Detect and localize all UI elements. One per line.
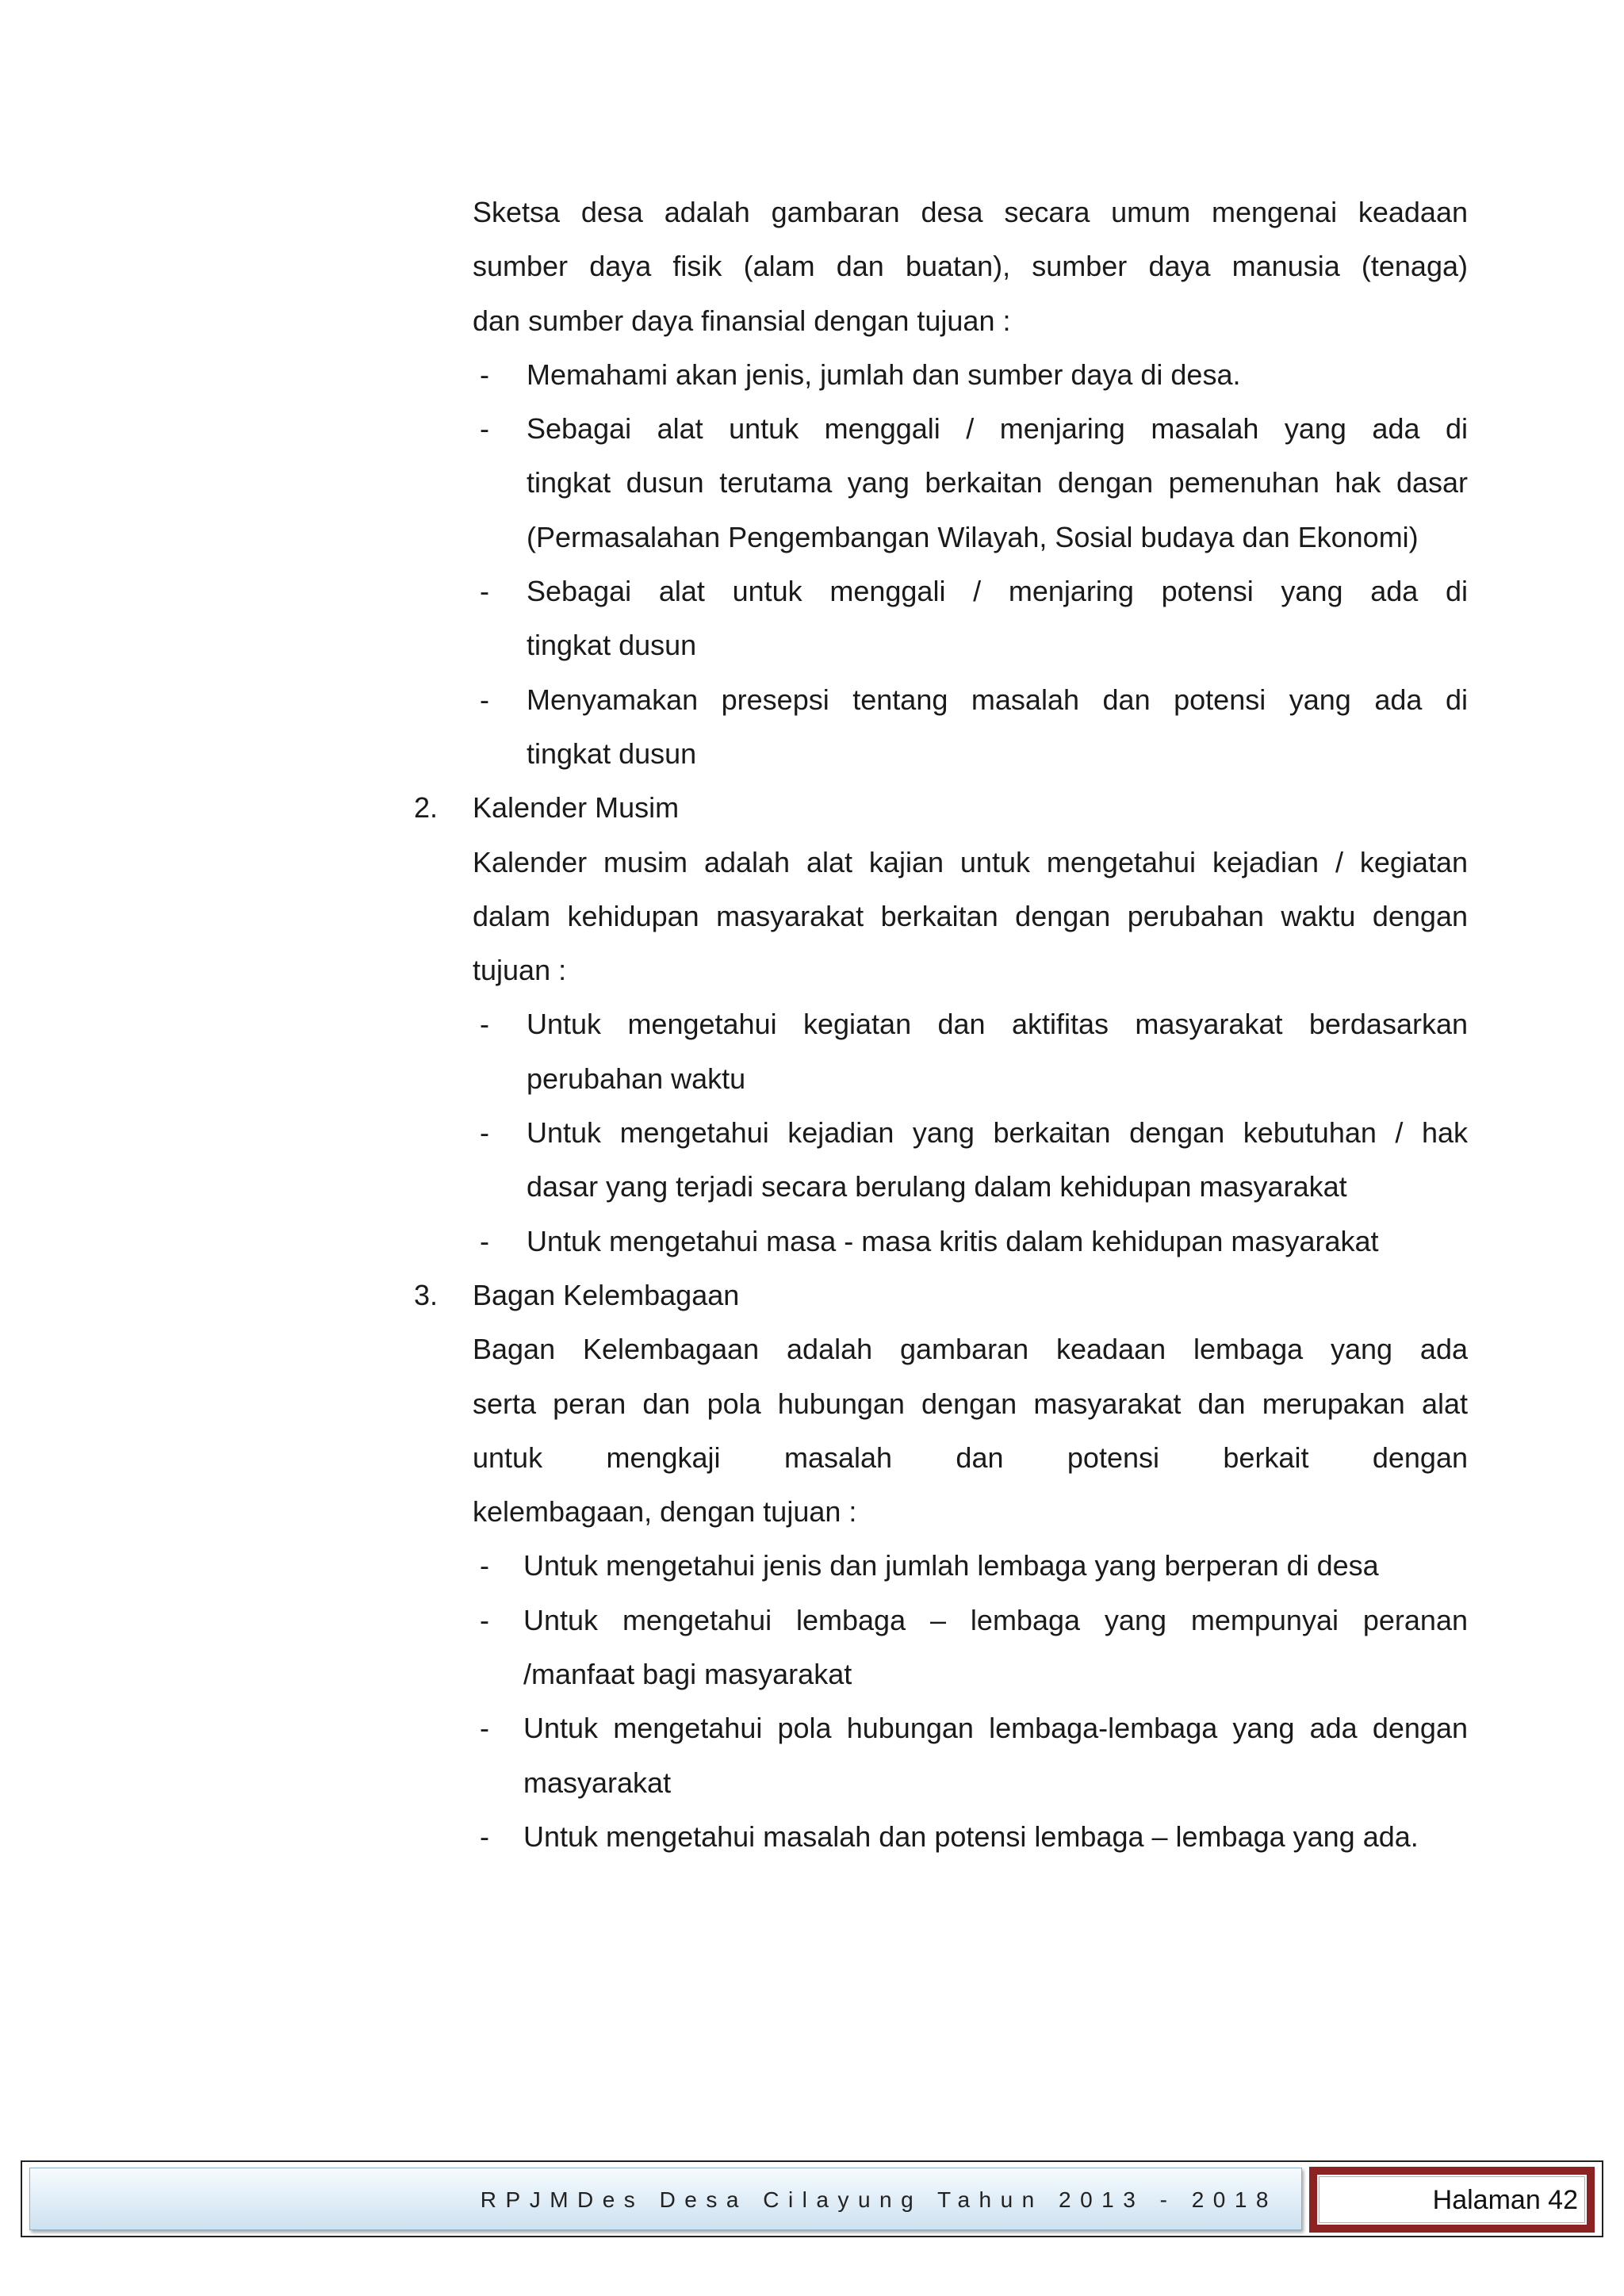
list-item xyxy=(0,1594,1624,1647)
list-item xyxy=(0,997,1624,1051)
paragraph-line xyxy=(0,1322,1624,1376)
bullet-dash: - xyxy=(480,1712,489,1745)
list-item-text: Sebagai alat untuk menggali / menjaring masalah yang ada di xyxy=(527,412,1468,446)
bullet-dash: - xyxy=(480,358,489,391)
document-body xyxy=(0,186,1624,1864)
paragraph-text: serta peran dan pola hubungan dengan masyarakat dan merupakan alat xyxy=(473,1387,1468,1420)
bullet-dash: - xyxy=(480,1820,489,1853)
paragraph-line xyxy=(0,890,1624,943)
bullet-dash: - xyxy=(480,412,489,446)
section-number: 2. xyxy=(414,791,439,825)
paragraph-line xyxy=(0,943,1624,997)
list-item xyxy=(0,1106,1624,1160)
list-item-continuation xyxy=(0,727,1624,781)
paragraph-text: tujuan : xyxy=(473,954,567,987)
list-item-text: tingkat dusun terutama yang berkaitan dengan pemenuhan hak dasar xyxy=(527,466,1468,499)
section-heading xyxy=(0,781,1624,835)
list-item-text: Untuk mengetahui masa - masa kritis dalam kehidupan masyarakat xyxy=(527,1224,1379,1257)
list-item xyxy=(0,348,1624,402)
list-item-text: /manfaat bagi masyarakat xyxy=(523,1658,852,1691)
page-footer xyxy=(21,2160,1603,2237)
paragraph-text: untuk mengkaji masalah dan potensi berkait dengan xyxy=(473,1441,1468,1474)
paragraph-line xyxy=(0,239,1624,293)
bullet-dash: - xyxy=(480,1224,489,1257)
paragraph-text: kelembagaan, dengan tujuan : xyxy=(473,1495,857,1529)
list-item-text: Untuk mengetahui kejadian yang berkaitan dengan kebutuhan / hak xyxy=(527,1116,1468,1150)
paragraph-line xyxy=(0,836,1624,890)
list-item-continuation xyxy=(0,618,1624,672)
paragraph-text: Kalender musim adalah alat kajian untuk mengetahui kejadian / kegiatan xyxy=(473,845,1468,878)
list-item-text: tingkat dusun xyxy=(527,629,697,662)
page-number-box xyxy=(1309,2167,1595,2233)
list-item xyxy=(0,564,1624,618)
footer-title-bar xyxy=(29,2168,1302,2230)
list-item xyxy=(0,1810,1624,1864)
list-item-continuation xyxy=(0,511,1624,564)
list-item xyxy=(0,1539,1624,1593)
list-item-continuation xyxy=(0,1756,1624,1810)
list-item-continuation xyxy=(0,456,1624,510)
bullet-dash: - xyxy=(480,683,489,716)
list-item-text: Untuk mengetahui pola hubungan lembaga-lembaga yang ada dengan xyxy=(523,1712,1468,1745)
section-title: Kalender Musim xyxy=(473,791,680,825)
paragraph-line xyxy=(0,1485,1624,1539)
list-item-text: Untuk mengetahui jenis dan jumlah lembaga yang berperan di desa xyxy=(523,1549,1379,1582)
section-heading xyxy=(0,1269,1624,1322)
bullet-dash: - xyxy=(480,1008,489,1041)
list-item xyxy=(0,673,1624,727)
list-item-text: (Permasalahan Pengembangan Wilayah, Sosial budaya dan Ekonomi) xyxy=(527,520,1419,553)
list-item-continuation xyxy=(0,1052,1624,1106)
paragraph-line xyxy=(0,294,1624,348)
list-item xyxy=(0,402,1624,456)
paragraph-line xyxy=(0,186,1624,239)
paragraph-text: Sketsa desa adalah gambaran desa secara umum mengenai keadaan xyxy=(473,196,1468,228)
list-item-text: Untuk mengetahui lembaga – lembaga yang mempunyai peranan xyxy=(523,1603,1468,1636)
list-item-text: Sebagai alat untuk menggali / menjaring potensi yang ada di xyxy=(527,575,1468,608)
paragraph-text: dan sumber daya finansial dengan tujuan : xyxy=(473,304,1011,337)
page-number-inner xyxy=(1319,2176,1585,2223)
list-item-text: dasar yang terjadi secara berulang dalam kehidupan masyarakat xyxy=(527,1170,1347,1203)
list-item-text: perubahan waktu xyxy=(527,1062,746,1095)
list-item-text: tingkat dusun xyxy=(527,737,697,770)
list-item-continuation xyxy=(0,1160,1624,1214)
section-number: 3. xyxy=(414,1278,439,1311)
bullet-dash: - xyxy=(480,575,489,608)
list-item-text: masyarakat xyxy=(523,1766,672,1799)
bullet-dash: - xyxy=(480,1549,489,1582)
list-item-text: Memahami akan jenis, jumlah dan sumber daya di desa. xyxy=(527,358,1241,391)
bullet-dash: - xyxy=(480,1603,489,1636)
list-item xyxy=(0,1215,1624,1269)
list-item xyxy=(0,1701,1624,1755)
list-item-text: Untuk mengetahui kegiatan dan aktifitas masyarakat berdasarkan xyxy=(527,1008,1468,1041)
page-number: Halaman 42 xyxy=(1432,2185,1578,2215)
paragraph-text: dalam kehidupan masyarakat berkaitan dengan perubahan waktu dengan xyxy=(473,899,1468,932)
paragraph-line xyxy=(0,1431,1624,1485)
list-item-text: Menyamakan presepsi tentang masalah dan potensi yang ada di xyxy=(527,683,1468,716)
list-item-continuation xyxy=(0,1647,1624,1701)
section-title: Bagan Kelembagaan xyxy=(473,1278,740,1311)
paragraph-line xyxy=(0,1377,1624,1431)
paragraph-text: sumber daya fisik (alam dan buatan), sumber daya manusia (tenaga) xyxy=(473,250,1468,283)
paragraph-text: Bagan Kelembagaan adalah gambaran keadaan lembaga yang ada xyxy=(473,1333,1468,1366)
footer-title: RPJMDes Desa Cilayung Tahun 2013 - 2018 xyxy=(480,2187,1277,2212)
list-item-text: Untuk mengetahui masalah dan potensi lembaga – lembaga yang ada. xyxy=(523,1820,1419,1853)
bullet-dash: - xyxy=(480,1116,489,1150)
